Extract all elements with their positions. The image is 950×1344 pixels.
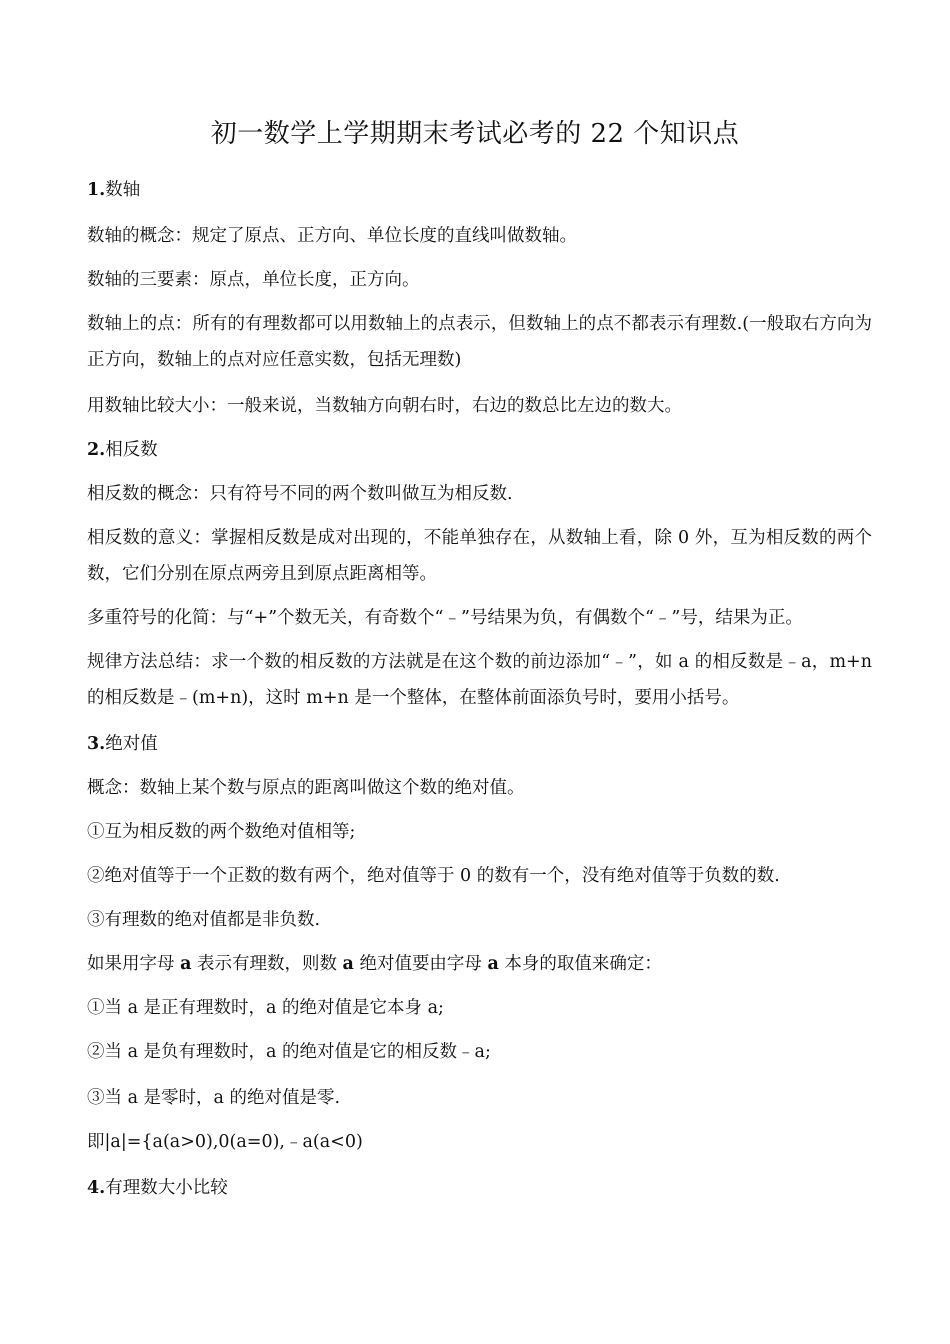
- text-run: 表示有理数，则数: [191, 954, 343, 974]
- text-run: 本身的取值来确定：: [498, 954, 662, 974]
- bold-letter: a: [342, 954, 354, 974]
- section-title: 相反数: [105, 440, 158, 460]
- section-number: 4.: [87, 1178, 106, 1198]
- paragraph-letter-rule: [87, 952, 872, 976]
- section-number: 2.: [87, 440, 106, 460]
- section-heading-4: [87, 1176, 872, 1200]
- paragraph: 规律方法总结：求一个数的相反数的方法就是在这个数的前边添加“﹣”，如 a 的相反数是﹣a，m+n 的相反数是﹣(m+n)，这时 m+n 是一个整体，在整体前面添负号时，要用小括号。: [87, 652, 872, 708]
- paragraph: 即|a|={a(a>0),0(a=0),﹣a(a<0): [87, 1132, 363, 1152]
- section-title: 绝对值: [105, 734, 158, 754]
- section-heading-3: [87, 732, 872, 756]
- text-run: 如果用字母: [87, 954, 181, 974]
- paragraph: ②绝对值等于一个正数的数有两个，绝对值等于 0 的数有一个，没有绝对值等于负数的数.: [87, 866, 780, 886]
- paragraph: 用数轴比较大小：一般来说，当数轴方向朝右时，右边的数总比左边的数大。: [87, 396, 682, 416]
- section-number: 1.: [87, 180, 106, 200]
- section-heading-2: [87, 438, 872, 462]
- section-title: 数轴: [105, 180, 141, 200]
- paragraph: ②当 a 是负有理数时，a 的绝对值是它的相反数﹣a;: [87, 1042, 491, 1062]
- bold-letter: a: [487, 954, 499, 974]
- paragraph: 相反数的意义：掌握相反数是成对出现的，不能单独存在，从数轴上看，除 0 外，互为相反数的两个数，它们分别在原点两旁且到原点距离相等。: [87, 528, 872, 584]
- paragraph: ①当 a 是正有理数时，a 的绝对值是它本身 a;: [87, 998, 444, 1018]
- paragraph: ③当 a 是零时，a 的绝对值是零.: [87, 1088, 341, 1108]
- section-title: 有理数大小比较: [105, 1178, 228, 1198]
- paragraph: 相反数的概念：只有符号不同的两个数叫做互为相反数.: [87, 484, 513, 504]
- document-title: 初一数学上学期期末考试必考的 22 个知识点: [210, 119, 740, 149]
- paragraph: ③有理数的绝对值都是非负数.: [87, 910, 321, 930]
- paragraph: ①互为相反数的两个数绝对值相等;: [87, 822, 356, 842]
- text-run: 绝对值要由字母: [353, 954, 488, 974]
- paragraph: 数轴的三要素：原点，单位长度，正方向。: [87, 270, 420, 290]
- section-number: 3.: [87, 734, 106, 754]
- section-heading-1: [87, 178, 872, 202]
- paragraph: 数轴的概念：规定了原点、正方向、单位长度的直线叫做数轴。: [87, 226, 577, 246]
- bold-letter: a: [180, 954, 192, 974]
- paragraph: 数轴上的点：所有的有理数都可以用数轴上的点表示，但数轴上的点不都表示有理数.(一般取右方向为正方向，数轴上的点对应任意实数，包括无理数): [87, 314, 872, 370]
- paragraph: 多重符号的化简：与“+”个数无关，有奇数个“﹣”号结果为负，有偶数个“﹣”号，结果为正。: [87, 608, 803, 628]
- paragraph: 概念：数轴上某个数与原点的距离叫做这个数的绝对值。: [87, 778, 525, 798]
